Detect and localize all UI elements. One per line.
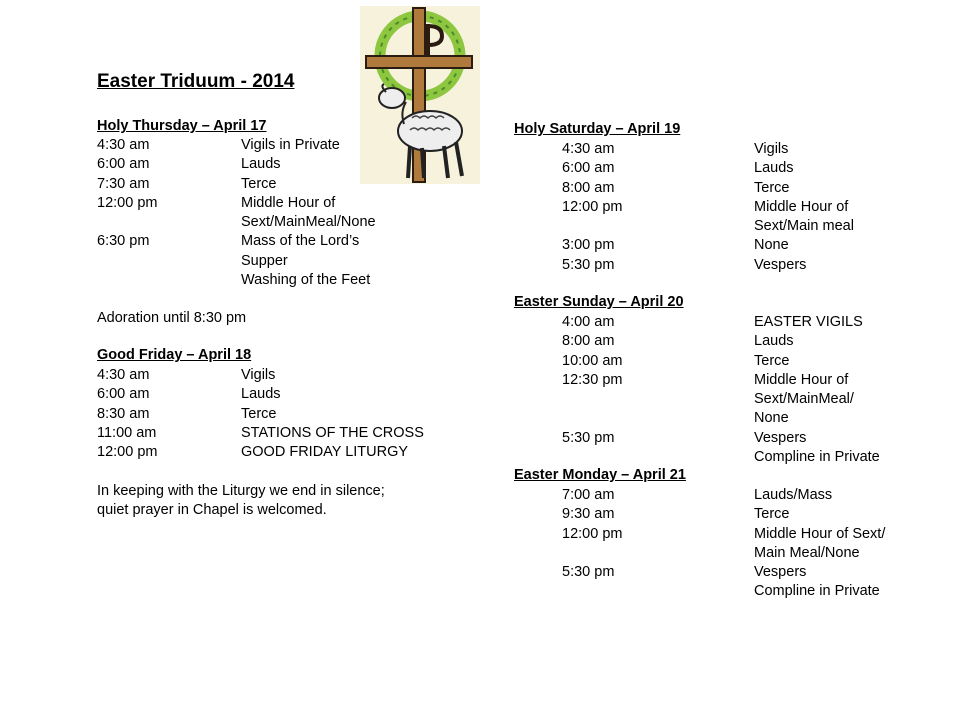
schedule-time <box>97 271 157 290</box>
schedule-time <box>562 448 622 467</box>
schedule-time: 4:30 am <box>97 367 150 383</box>
schedule-time <box>97 213 157 232</box>
schedule-event: Vespers <box>754 564 807 581</box>
schedule-time: 10:00 am <box>562 352 623 369</box>
schedule-time: 6:00 am <box>562 160 615 177</box>
schedule-time: 3:00 pm <box>562 237 615 254</box>
schedule-time <box>562 409 622 428</box>
schedule-time: 4:30 am <box>562 141 615 157</box>
schedule-time: 12:00 pm <box>97 194 158 211</box>
schedule-time: 8:00 am <box>562 179 615 196</box>
schedule-time: 6:00 am <box>97 386 150 403</box>
schedule-event: None <box>754 237 789 254</box>
easter-sunday-times <box>562 313 622 467</box>
schedule-time: 11:00 am <box>97 424 157 441</box>
schedule-event: Terce <box>754 352 790 369</box>
schedule-event: Terce <box>754 506 790 523</box>
schedule-time: 8:30 am <box>97 405 150 422</box>
schedule-time: 4:00 am <box>562 314 615 330</box>
schedule-event: Vespers <box>754 429 807 446</box>
page-title: Easter Triduum - 2014 <box>97 71 295 92</box>
schedule-time: 9:30 am <box>562 506 615 523</box>
schedule-event: EASTER VIGILS <box>754 314 863 330</box>
schedule-event: Middle Hour of <box>241 194 336 211</box>
schedule-time: 5:30 pm <box>562 564 615 581</box>
schedule-time: 6:00 am <box>97 156 150 173</box>
schedule-event: Lauds <box>754 160 794 177</box>
easter-sunday-events <box>754 313 880 467</box>
good-friday-header: Good Friday – April 18 <box>97 347 252 363</box>
schedule-time: 12:00 pm <box>562 198 623 215</box>
logo <box>360 6 480 184</box>
schedule-time: 12:00 pm <box>562 525 623 542</box>
good-friday-times <box>97 366 157 462</box>
silence-note-line1: In keeping with the Liturgy we end in silence; <box>97 483 385 499</box>
easter-monday-events <box>754 486 885 602</box>
schedule-time <box>562 217 622 236</box>
schedule-event: Sext/MainMeal/ <box>754 391 854 408</box>
schedule-event: Lauds <box>754 333 794 350</box>
schedule-event: Supper <box>241 252 288 269</box>
holy-thursday-times <box>97 136 157 290</box>
schedule-event: Lauds <box>241 386 281 403</box>
schedule-time: 5:30 pm <box>562 256 615 273</box>
easter-monday-header: Easter Monday – April 21 <box>514 467 686 483</box>
lamb-cross-wreath-icon <box>360 6 480 184</box>
schedule-time: 7:30 am <box>97 175 150 192</box>
schedule-event: Middle Hour of Sext/ <box>754 525 886 542</box>
schedule-event: Sext/Main meal <box>754 218 854 235</box>
schedule-time: 6:30 pm <box>97 233 150 250</box>
silence-note-line2: quiet prayer in Chapel is welcomed. <box>97 502 327 518</box>
schedule-time: 7:00 am <box>562 487 615 503</box>
schedule-event: Terce <box>241 175 277 192</box>
holy-saturday-header: Holy Saturday – April 19 <box>514 121 681 137</box>
schedule-time <box>562 582 622 601</box>
schedule-event: Compline in Private <box>754 583 880 600</box>
schedule-time: 12:30 pm <box>562 371 623 388</box>
schedule-event: Washing of the Feet <box>241 272 371 289</box>
schedule-event: Sext/MainMeal/None <box>241 214 376 231</box>
schedule-time <box>562 390 622 409</box>
schedule-event: STATIONS OF THE CROSS <box>241 424 424 441</box>
holy-saturday-times <box>562 140 622 275</box>
schedule-event: Middle Hour of <box>754 371 849 388</box>
schedule-event: Middle Hour of <box>754 198 849 215</box>
schedule-time <box>97 252 157 271</box>
good-friday-events <box>241 366 424 462</box>
schedule-event: Terce <box>754 179 790 196</box>
schedule-event: Vigils <box>241 367 276 383</box>
adoration-note: Adoration until 8:30 pm <box>97 310 247 326</box>
easter-monday-times <box>562 486 622 602</box>
schedule-time: 12:00 pm <box>97 444 158 461</box>
schedule-time <box>562 544 622 563</box>
holy-saturday-events <box>754 140 854 275</box>
holy-thursday-events <box>241 136 376 290</box>
holy-thursday-header: Holy Thursday – April 17 <box>97 118 267 134</box>
schedule-time: 8:00 am <box>562 333 615 350</box>
schedule-event: Vigils in Private <box>241 137 340 153</box>
schedule-event: None <box>754 410 789 427</box>
schedule-event: Terce <box>241 405 277 422</box>
schedule-event: Mass of the Lord’s <box>241 233 360 250</box>
schedule-time: 4:30 am <box>97 137 150 153</box>
schedule-event: GOOD FRIDAY LITURGY <box>241 444 409 461</box>
schedule-event: Vespers <box>754 256 807 273</box>
schedule-event: Lauds/Mass <box>754 487 833 503</box>
schedule-event: Vigils <box>754 141 789 157</box>
schedule-event: Compline in Private <box>754 449 880 466</box>
schedule-event: Main Meal/None <box>754 544 860 561</box>
schedule-event: Lauds <box>241 156 281 173</box>
easter-sunday-header: Easter Sunday – April 20 <box>514 294 684 310</box>
schedule-time: 5:30 pm <box>562 429 615 446</box>
